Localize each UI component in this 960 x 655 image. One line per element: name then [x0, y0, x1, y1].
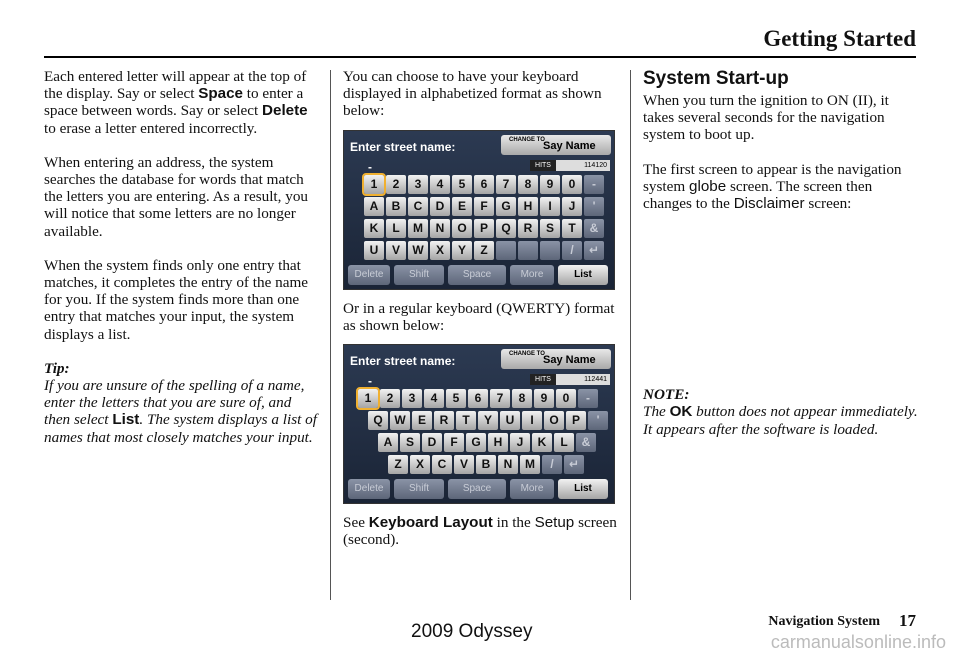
keyboard-key: X — [430, 241, 450, 260]
key-row — [364, 241, 606, 263]
say-name-label: Say Name — [543, 354, 596, 367]
key-row — [364, 219, 606, 241]
keyboard-key: 1 — [364, 175, 384, 194]
text: screen. The screen then changes to the — [643, 177, 873, 213]
keyboard-key: ' — [588, 411, 608, 430]
space-key: Space — [448, 265, 506, 285]
keyboard-key: 2 — [386, 175, 406, 194]
keyboard-key: / — [542, 455, 562, 474]
paragraph-alpha-intro: You can choose to have your keyboard displayed in alphabetized format as shown below: — [343, 68, 602, 120]
text: button does not appear immediately. It appears after the software is loaded. — [643, 403, 918, 438]
page-title: Getting Started — [763, 26, 916, 51]
keyboard-key: 2 — [380, 389, 400, 408]
ok-term: OK — [669, 403, 693, 421]
text: screen (second). — [343, 514, 617, 549]
text: to erase a letter entered incorrectly. — [44, 119, 258, 137]
text: screen: — [804, 195, 852, 213]
keyboard-key: K — [364, 219, 384, 238]
keyboard-key: - — [584, 175, 604, 194]
globe-term: globe — [689, 177, 727, 195]
shift-key: Shift — [394, 265, 444, 285]
watermark: carmanualsonline.info — [770, 632, 946, 652]
keyboard-key: ↵ — [584, 241, 604, 260]
keyboard-key: D — [422, 433, 442, 452]
note-heading: NOTE: — [643, 386, 690, 404]
keyboard-key — [540, 241, 560, 260]
key-row — [364, 197, 606, 219]
keyboard-key: ↵ — [564, 455, 584, 474]
keyboard-key: V — [386, 241, 406, 260]
footer-system-label: Navigation System — [768, 614, 880, 629]
keyboard-key — [518, 241, 538, 260]
keyboard-key: H — [518, 197, 538, 216]
text: . The system displays a list of names that most closely matches your input. — [44, 411, 317, 446]
paragraph-qwerty-intro: Or in a regular keyboard (QWERTY) format as shown below: — [343, 299, 615, 334]
keyboard-key: A — [364, 197, 384, 216]
keyboard-key: 6 — [474, 175, 494, 194]
hits-value: 114120 — [584, 161, 607, 169]
prompt-label: Enter street name: — [350, 139, 456, 154]
key-row — [364, 175, 606, 197]
keyboard-key: L — [554, 433, 574, 452]
text: The — [643, 403, 670, 421]
prompt-label: Enter street name: — [350, 354, 456, 369]
keyboard-key: J — [562, 197, 582, 216]
keyboard-key: 9 — [540, 175, 560, 194]
keyboard-key: W — [408, 241, 428, 260]
keyboard-key: M — [408, 219, 428, 238]
change-to-label: CHANGE TO — [509, 136, 545, 143]
keyboard-key: X — [410, 455, 430, 474]
keyboard-key: K — [532, 433, 552, 452]
paragraph-entered-letter — [44, 68, 320, 137]
tip-heading: Tip: — [44, 359, 70, 377]
keyboard-key: 3 — [402, 389, 422, 408]
space-term: Space — [198, 85, 243, 103]
keyboard-key: H — [488, 433, 508, 452]
keyboard-key: 9 — [534, 389, 554, 408]
keyboard-key: & — [584, 219, 604, 238]
keyboard-key: W — [390, 411, 410, 430]
keyboard-key: T — [562, 219, 582, 238]
header-rule — [44, 56, 916, 58]
qwerty-keyboard-screenshot — [343, 344, 615, 504]
page-number: 17 — [899, 611, 916, 630]
keyboard-key: 3 — [408, 175, 428, 194]
keyboard-key: & — [576, 433, 596, 452]
entry-cursor: - — [368, 374, 372, 389]
list-term: List — [112, 411, 140, 429]
hits-counter — [530, 374, 610, 385]
keyboard-key: I — [522, 411, 542, 430]
section-title: System Start-up — [643, 68, 789, 89]
note-text — [643, 403, 923, 437]
change-to-label: CHANGE TO — [509, 351, 545, 358]
keyboard-key: F — [444, 433, 464, 452]
keyboard-key: G — [496, 197, 516, 216]
paragraph-see-keyboard-layout — [343, 514, 621, 548]
tip-text — [44, 377, 320, 446]
footer-model: 2009 Odyssey — [411, 621, 533, 642]
keyboard-key: S — [400, 433, 420, 452]
keyboard-key: R — [434, 411, 454, 430]
keyboard-key: O — [544, 411, 564, 430]
keyboard-key: Z — [388, 455, 408, 474]
keyboard-key: 0 — [562, 175, 582, 194]
column-middle — [343, 68, 621, 565]
keyboard-key: 7 — [490, 389, 510, 408]
setup-term: Setup — [534, 514, 575, 532]
keyboard-key: C — [408, 197, 428, 216]
keyboard-key: I — [540, 197, 560, 216]
key-row — [358, 389, 600, 411]
text: in the — [492, 514, 535, 532]
text: See — [343, 514, 369, 532]
alphabetical-keyboard-screenshot — [343, 130, 615, 290]
keyboard-key: E — [452, 197, 472, 216]
keyboard-key: ' — [584, 197, 604, 216]
key-row — [388, 455, 586, 477]
text: The first screen to appear is the navigation system — [643, 160, 902, 195]
text: to enter a space between words. Say or select — [44, 85, 304, 120]
column-divider — [630, 70, 631, 600]
keyboard-key — [496, 241, 516, 260]
keyboard-key: A — [378, 433, 398, 452]
hits-label: HITS — [530, 374, 556, 385]
keyboard-key: 1 — [358, 389, 378, 408]
keyboard-key: G — [466, 433, 486, 452]
keyboard-key: - — [578, 389, 598, 408]
more-key: More — [510, 479, 554, 499]
delete-key: Delete — [348, 265, 390, 285]
keyboard-key: S — [540, 219, 560, 238]
shift-key: Shift — [394, 479, 444, 499]
keyboard-key: 7 — [496, 175, 516, 194]
hits-counter — [530, 160, 610, 171]
paragraph-database: When entering an address, the system searches the database for words that match the letters you are entering. As a result, you will notice that some letters are no longer available. — [44, 153, 309, 240]
key-row — [378, 433, 598, 455]
text: If you are unsure of the spelling of a name, enter the letters that you are sure of, and then select — [44, 377, 305, 429]
keyboard-key: F — [474, 197, 494, 216]
column-divider — [330, 70, 331, 600]
image-spacer — [643, 229, 923, 386]
delete-key: Delete — [348, 479, 390, 499]
bottom-bar — [348, 479, 612, 499]
keyboard-key: B — [386, 197, 406, 216]
say-name-button — [501, 349, 611, 369]
more-key: More — [510, 265, 554, 285]
keyboard-key: B — [476, 455, 496, 474]
paragraph-boot: When you turn the ignition to ON (II), it takes several seconds for the navigation system to boot up. — [643, 92, 889, 144]
keyboard-key: Z — [474, 241, 494, 260]
keyboard-key: 4 — [424, 389, 444, 408]
paragraph-one-entry: When the system finds only one entry that matches, it completes the entry of the name for you. If the system finds more than one entry that matches your input, the system displays a list. — [44, 256, 309, 343]
keyboard-key: J — [510, 433, 530, 452]
keyboard-key: P — [474, 219, 494, 238]
keyboard-key: / — [562, 241, 582, 260]
keyboard-key: D — [430, 197, 450, 216]
list-key: List — [558, 479, 608, 499]
keyboard-key: Q — [496, 219, 516, 238]
keyboard-key: L — [386, 219, 406, 238]
keyboard-key: U — [364, 241, 384, 260]
keyboard-key: O — [452, 219, 472, 238]
paragraph-first-screen — [643, 161, 923, 213]
disclaimer-term: Disclaimer — [733, 195, 805, 213]
keyboard-key: C — [432, 455, 452, 474]
keyboard-key: 8 — [518, 175, 538, 194]
keyboard-key: P — [566, 411, 586, 430]
key-row — [368, 411, 610, 433]
say-name-label: Say Name — [543, 139, 596, 152]
keyboard-key: U — [500, 411, 520, 430]
keyboard-key: T — [456, 411, 476, 430]
column-left — [44, 68, 320, 463]
keyboard-key: 5 — [446, 389, 466, 408]
text: Each entered letter will appear at the top of the display. Say or select — [44, 68, 307, 103]
keyboard-key: E — [412, 411, 432, 430]
keyboard-key: Q — [368, 411, 388, 430]
keyboard-key: 0 — [556, 389, 576, 408]
keyboard-key: N — [430, 219, 450, 238]
keyboard-key: 6 — [468, 389, 488, 408]
keyboard-key: M — [520, 455, 540, 474]
delete-term: Delete — [262, 102, 308, 120]
say-name-button — [501, 135, 611, 155]
hits-value: 112441 — [584, 376, 607, 384]
keyboard-key: 5 — [452, 175, 472, 194]
keyboard-key: 8 — [512, 389, 532, 408]
hits-label: HITS — [530, 160, 556, 171]
keyboard-key: R — [518, 219, 538, 238]
space-key: Space — [448, 479, 506, 499]
bottom-bar — [348, 265, 612, 285]
keyboard-key: N — [498, 455, 518, 474]
list-key: List — [558, 265, 608, 285]
column-right — [643, 68, 923, 455]
keyboard-key: Y — [478, 411, 498, 430]
keyboard-key: V — [454, 455, 474, 474]
keyboard-key: 4 — [430, 175, 450, 194]
keyboard-key: Y — [452, 241, 472, 260]
keyboard-layout-term: Keyboard Layout — [368, 514, 493, 532]
entry-cursor: - — [368, 159, 372, 174]
